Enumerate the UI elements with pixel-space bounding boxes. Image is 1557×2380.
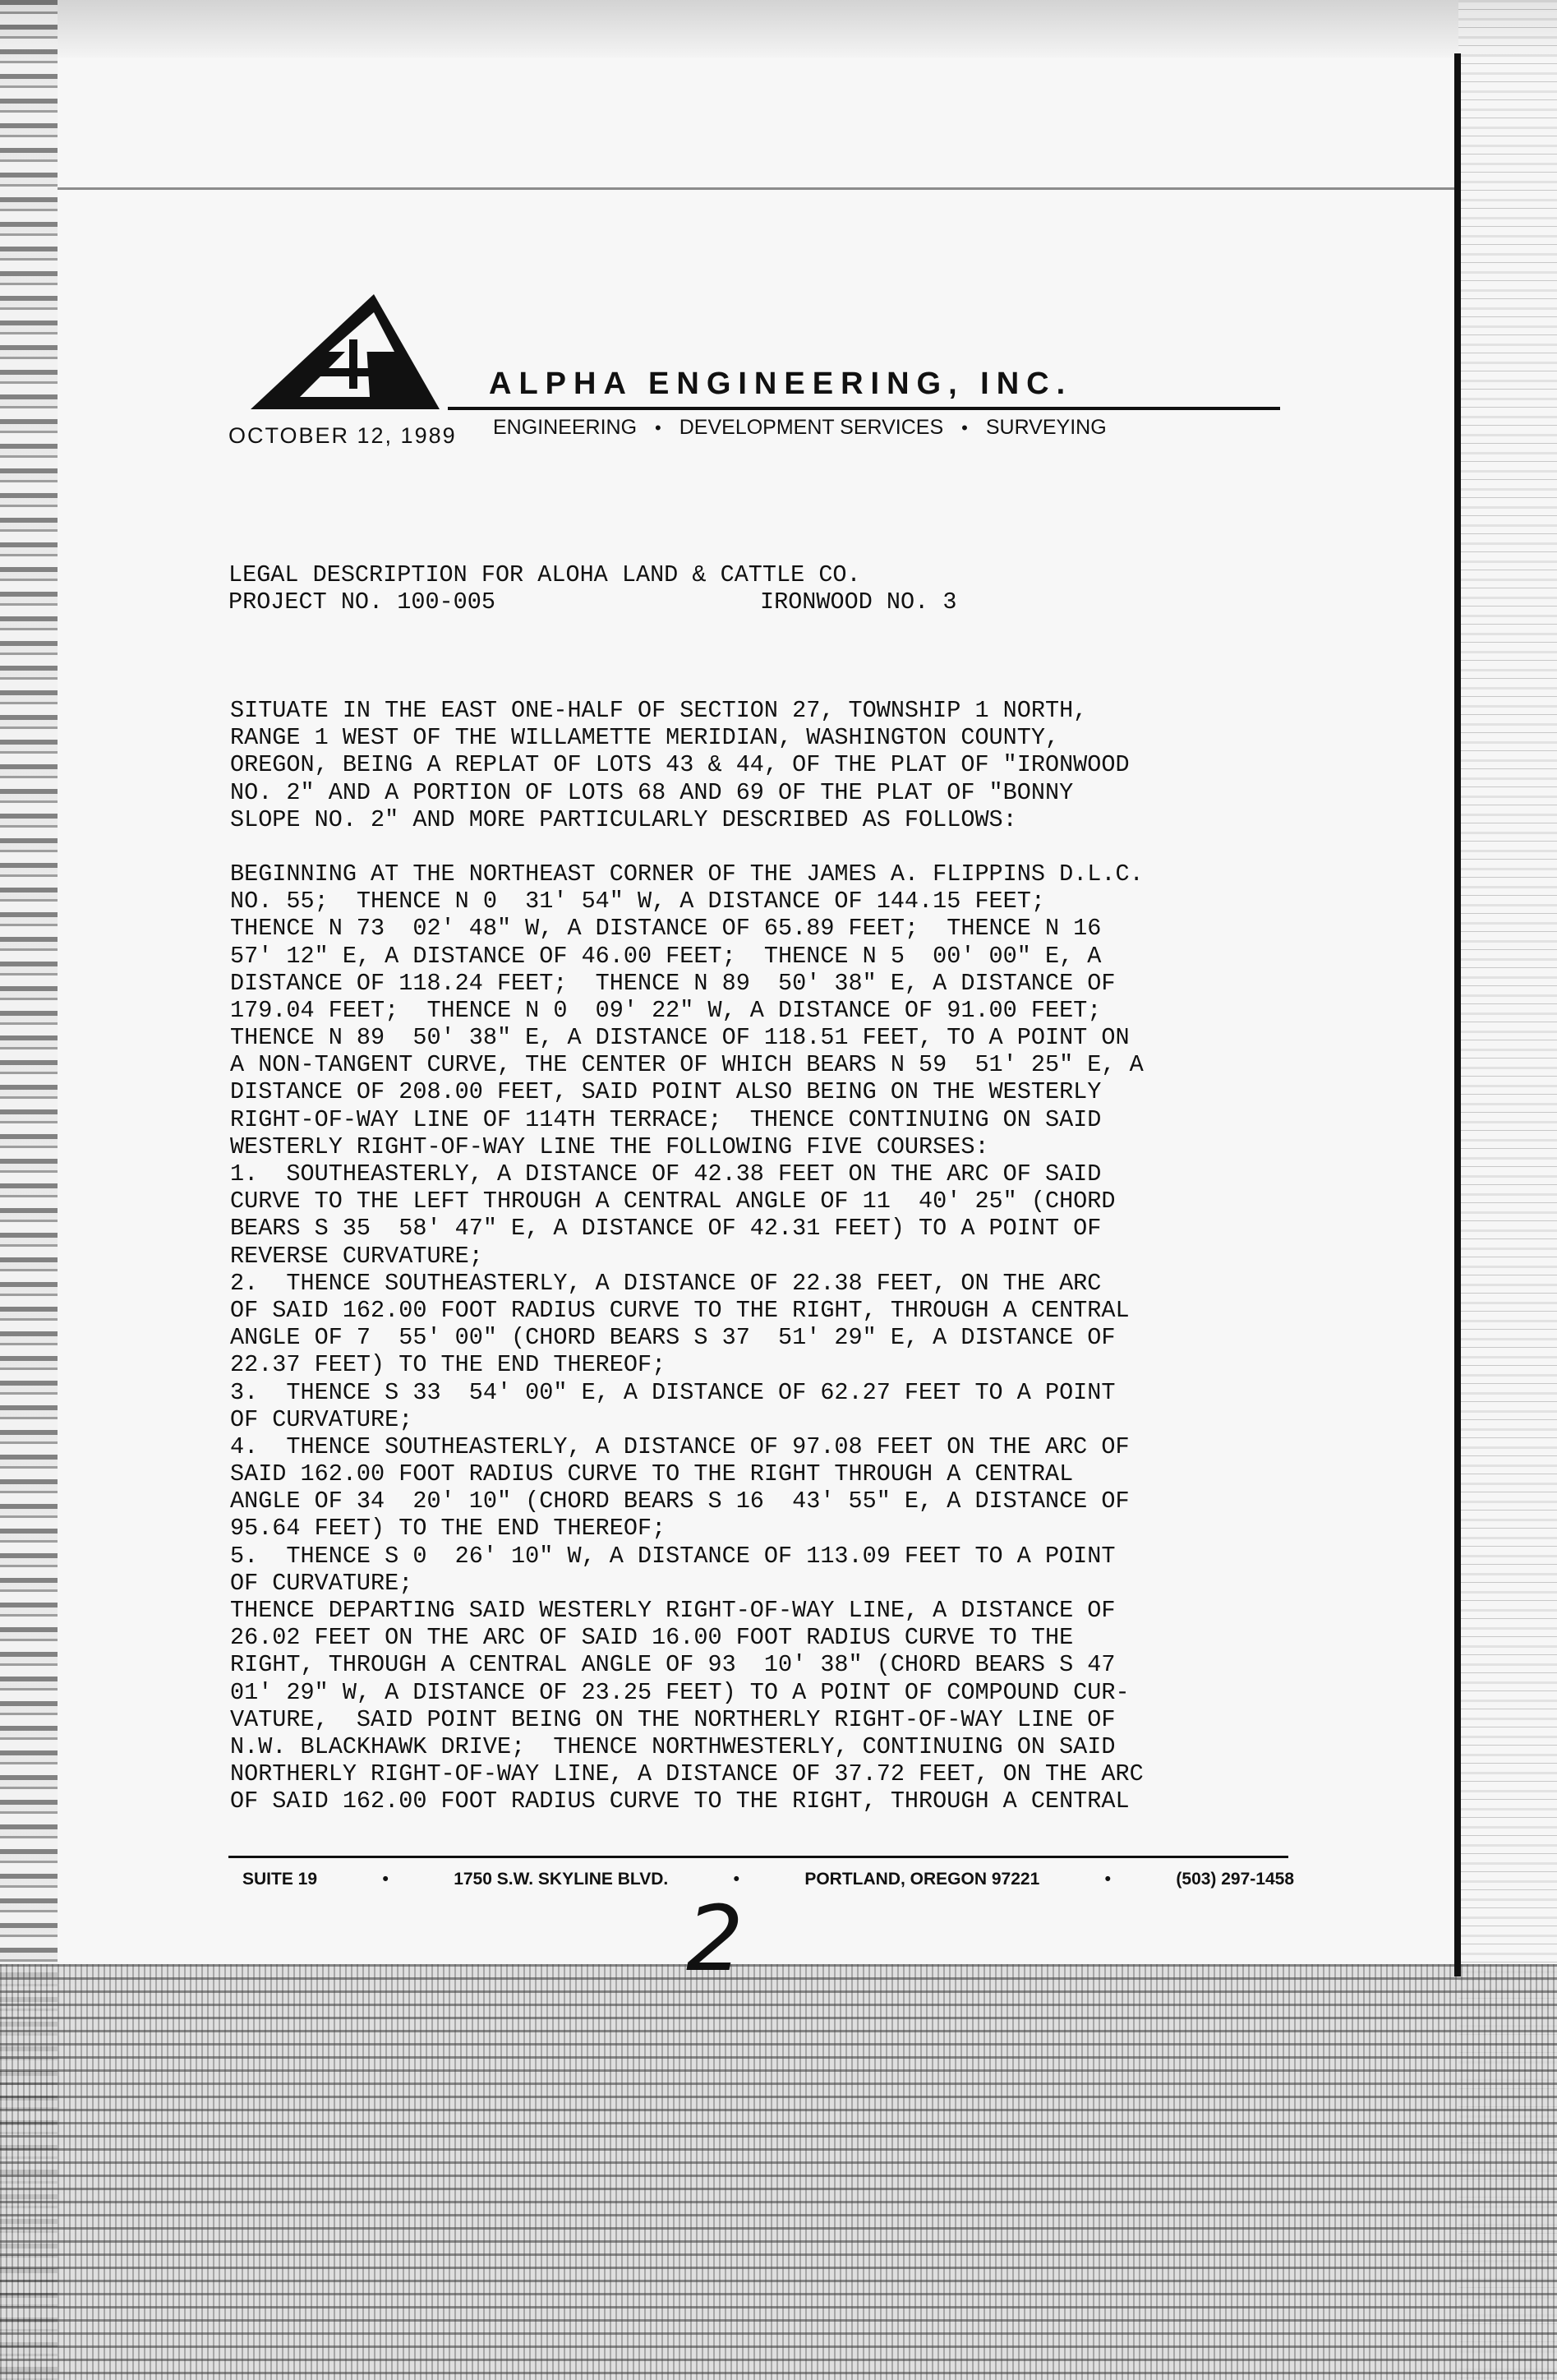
- services-list: [493, 416, 1107, 440]
- text-line: SITUATE IN THE EAST ONE-HALF OF SECTION 27, TOWNSHIP 1 NORTH,: [230, 697, 1088, 724]
- text-line: 3. THENCE S 33 54' 00" E, A DISTANCE OF 62.27 FEET TO A POINT: [230, 1378, 1116, 1406]
- footer-separator: •: [733, 1870, 739, 1889]
- text-line: 5. THENCE S 0 26' 10" W, A DISTANCE OF 113.09 FEET TO A POINT: [230, 1542, 1116, 1570]
- company-name: ALPHA ENGINEERING, INC.: [489, 367, 1073, 401]
- text-line: OF SAID 162.00 FOOT RADIUS CURVE TO THE RIGHT, THROUGH A CENTRAL: [230, 1787, 1130, 1815]
- text-line: A NON-TANGENT CURVE, THE CENTER OF WHICH BEARS N 59 51' 25" E, A: [230, 1051, 1144, 1079]
- text-line: BEGINNING AT THE NORTHEAST CORNER OF THE JAMES A. FLIPPINS D.L.C.: [230, 860, 1144, 888]
- text-line: SAID 162.00 FOOT RADIUS CURVE TO THE RIGHT THROUGH A CENTRAL: [230, 1460, 1074, 1488]
- text-line: OF CURVATURE;: [230, 1405, 413, 1433]
- text-line: NORTHERLY RIGHT-OF-WAY LINE, A DISTANCE OF 37.72 FEET, ON THE ARC: [230, 1760, 1144, 1788]
- text-line: 26.02 FEET ON THE ARC OF SAID 16.00 FOOT RADIUS CURVE TO THE: [230, 1624, 1074, 1652]
- footer-separator: •: [382, 1870, 389, 1889]
- text-line: 01' 29" W, A DISTANCE OF 23.25 FEET) TO A POINT OF COMPOUND CUR-: [230, 1678, 1130, 1706]
- text-line: 179.04 FEET; THENCE N 0 09' 22" W, A DISTANCE OF 91.00 FEET;: [230, 996, 1102, 1024]
- text-line: NO. 55; THENCE N 0 31' 54" W, A DISTANCE OF 144.15 FEET;: [230, 888, 1045, 916]
- intro-paragraph: [230, 697, 1315, 833]
- text-line: THENCE N 73 02' 48" W, A DISTANCE OF 65.89 FEET; THENCE N 16: [230, 915, 1102, 943]
- text-line: 1. SOUTHEASTERLY, A DISTANCE OF 42.38 FEET ON THE ARC OF SAID: [230, 1160, 1102, 1188]
- project-number: PROJECT NO. 100-005: [228, 588, 495, 616]
- text-line: WESTERLY RIGHT-OF-WAY LINE THE FOLLOWING FIVE COURSES:: [230, 1132, 989, 1160]
- text-line: OF SAID 162.00 FOOT RADIUS CURVE TO THE RIGHT, THROUGH A CENTRAL: [230, 1296, 1130, 1324]
- text-line: 22.37 FEET) TO THE END THEREOF;: [230, 1351, 666, 1379]
- text-line: DISTANCE OF 208.00 FEET, SAID POINT ALSO BEING ON THE WESTERLY: [230, 1078, 1102, 1106]
- text-line: RIGHT-OF-WAY LINE OF 114TH TERRACE; THENCE CONTINUING ON SAID: [230, 1105, 1102, 1133]
- text-line: DISTANCE OF 118.24 FEET; THENCE N 89 50' 38" E, A DISTANCE OF: [230, 969, 1116, 997]
- text-line: CURVE TO THE LEFT THROUGH A CENTRAL ANGLE OF 11 40' 25" (CHORD: [230, 1188, 1116, 1215]
- text-line: BEARS S 35 58' 47" E, A DISTANCE OF 42.31 FEET) TO A POINT OF: [230, 1215, 1102, 1243]
- service-surveying: SURVEYING: [985, 416, 1107, 439]
- service-development: DEVELOPMENT SERVICES: [679, 416, 944, 439]
- text-line: 95.64 FEET) TO THE END THEREOF;: [230, 1515, 666, 1543]
- text-line: REVERSE CURVATURE;: [230, 1242, 483, 1270]
- footer-street: 1750 S.W. SKYLINE BLVD.: [454, 1870, 669, 1889]
- text-line: THENCE N 89 50' 38" E, A DISTANCE OF 118.51 FEET, TO A POINT ON: [230, 1024, 1130, 1052]
- letter-date: OCTOBER 12, 1989: [228, 423, 457, 448]
- legal-description-body: [230, 697, 1315, 1843]
- text-line: NO. 2" AND A PORTION OF LOTS 68 AND 69 OF THE PLAT OF "BONNY: [230, 778, 1074, 806]
- text-line: OF CURVATURE;: [230, 1569, 413, 1597]
- text-line: ANGLE OF 34 20' 10" (CHORD BEARS S 16 43' 55" E, A DISTANCE OF: [230, 1488, 1130, 1515]
- text-line: VATURE, SAID POINT BEING ON THE NORTHERLY RIGHT-OF-WAY LINE OF: [230, 1705, 1116, 1733]
- text-line: 2. THENCE SOUTHEASTERLY, A DISTANCE OF 22.38 FEET, ON THE ARC: [230, 1269, 1102, 1297]
- services-separator: •: [961, 417, 968, 438]
- project-name: IRONWOOD NO. 3: [760, 588, 957, 616]
- footer-city: PORTLAND, OREGON 97221: [804, 1870, 1040, 1889]
- text-line: 57' 12" E, A DISTANCE OF 46.00 FEET; THENCE N 5 00' 00" E, A: [230, 942, 1102, 970]
- page-number: 2: [686, 1886, 744, 1991]
- company-logo-icon: [251, 294, 440, 409]
- legal-description-title: LEGAL DESCRIPTION FOR ALOHA LAND & CATTLE CO.: [228, 561, 861, 588]
- services-separator: •: [655, 417, 661, 438]
- text-line: N.W. BLACKHAWK DRIVE; THENCE NORTHWESTERLY, CONTINUING ON SAID: [230, 1732, 1116, 1760]
- footer-separator: •: [1104, 1870, 1111, 1889]
- text-line: SLOPE NO. 2" AND MORE PARTICULARLY DESCRIBED AS FOLLOWS:: [230, 805, 1017, 833]
- text-line: THENCE DEPARTING SAID WESTERLY RIGHT-OF-WAY LINE, A DISTANCE OF: [230, 1597, 1116, 1624]
- footer-suite: SUITE 19: [242, 1870, 318, 1889]
- footer-address: [242, 1870, 1294, 1889]
- text-line: 4. THENCE SOUTHEASTERLY, A DISTANCE OF 97.08 FEET ON THE ARC OF: [230, 1432, 1130, 1460]
- header-rule: [448, 407, 1280, 410]
- footer-rule: [228, 1856, 1288, 1858]
- text-line: RANGE 1 WEST OF THE WILLAMETTE MERIDIAN, WASHINGTON COUNTY,: [230, 724, 1060, 752]
- service-engineering: ENGINEERING: [493, 416, 638, 439]
- text-line: OREGON, BEING A REPLAT OF LOTS 43 & 44, OF THE PLAT OF "IRONWOOD: [230, 751, 1130, 779]
- text-line: RIGHT, THROUGH A CENTRAL ANGLE OF 93 10' 38" (CHORD BEARS S 47: [230, 1651, 1116, 1679]
- text-line: ANGLE OF 7 55' 00" (CHORD BEARS S 37 51' 29" E, A DISTANCE OF: [230, 1324, 1116, 1352]
- footer-phone: (503) 297-1458: [1176, 1870, 1294, 1889]
- description-paragraph: [230, 860, 1315, 1815]
